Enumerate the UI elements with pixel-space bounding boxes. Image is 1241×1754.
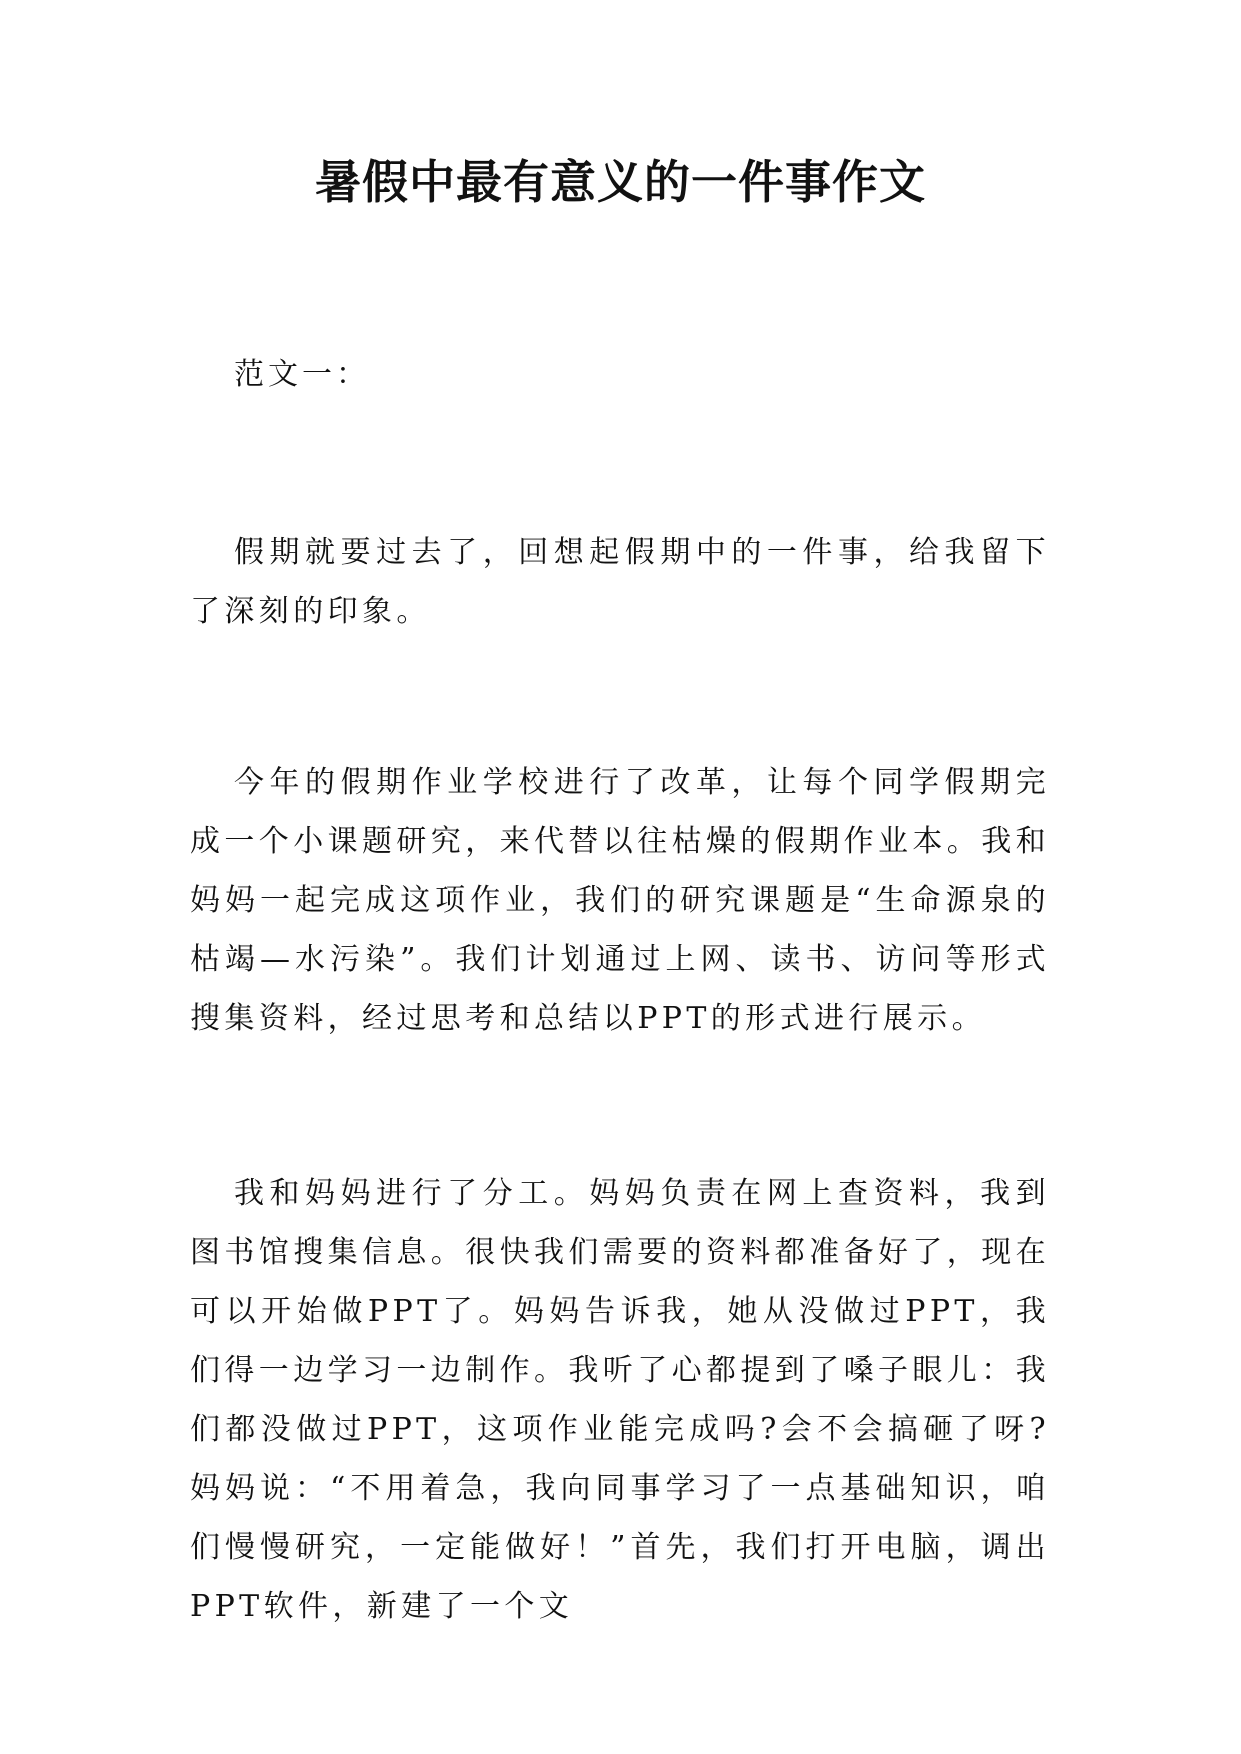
paragraph-1: 假期就要过去了，回想起假期中的一件事，给我留下了深刻的印象。: [190, 535, 1050, 629]
paragraph-2: 今年的假期作业学校进行了改革，让每个同学假期完成一个小课题研究，来代替以往枯燥的假期作业本。我和妈妈一起完成这项作业，我们的研究课题是“生命源泉的枯竭—水污染”。我们计划通过上网、读书、访问等形式搜集资料，经过思考和总结以PPT的形式进行展示。: [190, 765, 1050, 1036]
document-title: 暑假中最有意义的一件事作文: [315, 155, 926, 209]
paragraph-3: 我和妈妈进行了分工。妈妈负责在网上查资料，我到图书馆搜集信息。很快我们需要的资料都准备好了，现在可以开始做PPT了。妈妈告诉我，她从没做过PPT，我们得一边学习一边制作。我听了心都提到了嗓子眼儿：我们都没做过PPT，这项作业能完成吗?会不会搞砸了呀?妈妈说：“不用着急，我向同事学习了一点基础知识，咱们慢慢研究，一定能做好！”首先，我们打开电脑，调出PPT软件，新建了一个文: [190, 1176, 1050, 1624]
section-label: 范文一：: [234, 357, 370, 392]
